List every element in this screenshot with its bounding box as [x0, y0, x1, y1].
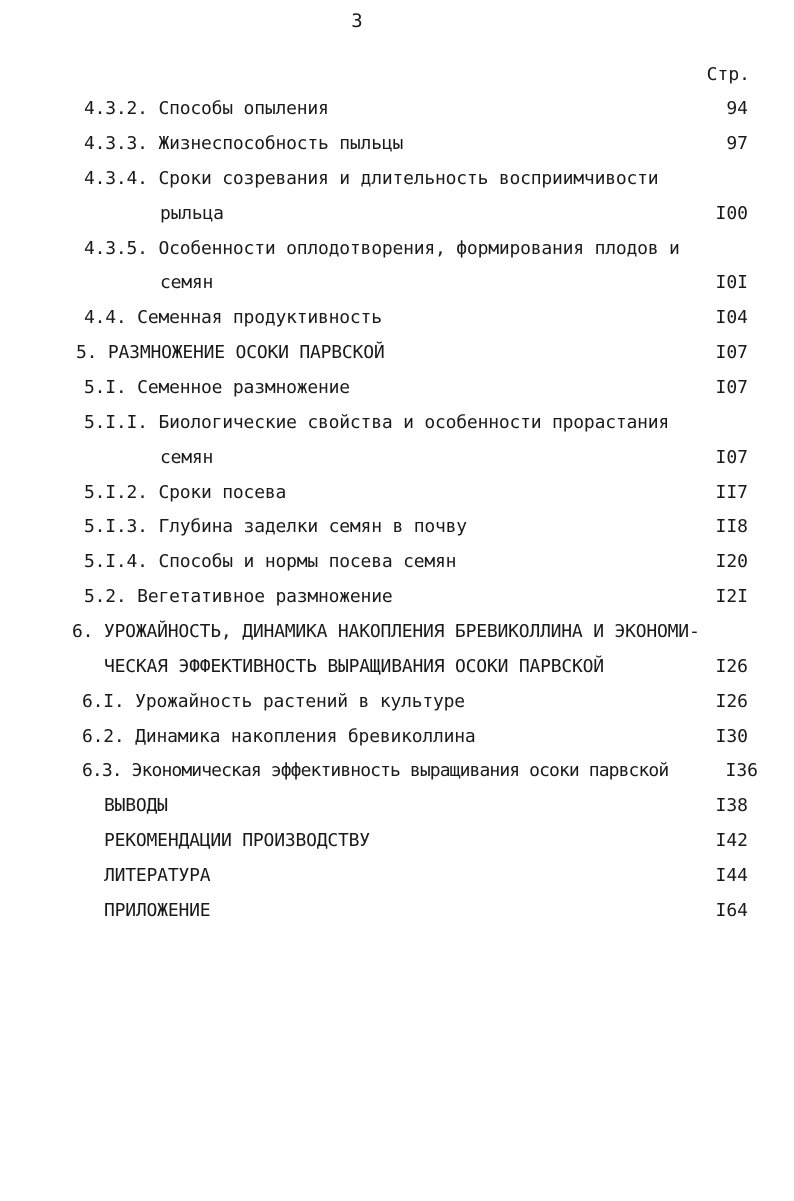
toc-entry-text: 6. УРОЖАЙНОСТЬ, ДИНАМИКА НАКОПЛЕНИЯ БРЕВИКОЛЛИНА И ЭКОНОМИ- [72, 621, 700, 642]
toc-entry [0, 270, 794, 296]
toc-entry [0, 236, 794, 262]
toc-entry [0, 201, 794, 227]
toc-entry-text: 5.I.4. Способы и нормы посева семян [84, 551, 457, 572]
toc-entry-page: I20 [715, 551, 748, 572]
toc-entry-text: рыльца [160, 203, 224, 224]
page-number: 3 [351, 10, 363, 32]
toc-entry-text: 5.I.I. Биологические свойства и особенности прорастания [84, 412, 670, 433]
toc-entry-text: семян [160, 447, 214, 468]
page-column-label: Стр. [706, 64, 750, 85]
toc-entry [0, 549, 794, 575]
toc-entry [0, 410, 794, 436]
toc-entry-page: I26 [715, 656, 748, 677]
toc-entry [0, 96, 794, 122]
toc-entry-text: 5.I. Семенное размножение [84, 377, 350, 398]
toc-entry-page: I64 [715, 900, 748, 921]
toc-entry-page: II7 [715, 482, 748, 503]
toc-entry-text: семян [160, 272, 214, 293]
toc-entry-page: I26 [715, 691, 748, 712]
toc-entry-text: 6.3. Экономическая эффективность выращивания осоки парвской [82, 760, 669, 781]
toc-entry-text: 4.4. Семенная продуктивность [84, 307, 382, 328]
toc-entry-text: РЕКОМЕНДАЦИИ ПРОИЗВОДСТВУ [104, 830, 370, 851]
toc-entry-page: I38 [715, 795, 748, 816]
toc-entry [0, 828, 794, 854]
toc-entry-page: I44 [715, 865, 748, 886]
toc-entry-text: 4.3.3. Жизнеспособность пыльцы [84, 133, 404, 154]
toc-entry [0, 166, 794, 192]
toc-entry-page: 94 [726, 98, 748, 119]
toc-entry-text: ПРИЛОЖЕНИЕ [104, 900, 211, 921]
toc-entry [0, 340, 794, 366]
toc-entry-text: 6.I. Урожайность растений в культуре [82, 691, 465, 712]
toc-entry [0, 514, 794, 540]
toc-entry-page: I2I [715, 586, 748, 607]
toc-entry [0, 305, 794, 331]
toc-entry-text: 6.2. Динамика накопления бревиколлина [82, 726, 476, 747]
toc-entry [0, 724, 794, 750]
toc-entry [0, 131, 794, 157]
toc-entry [0, 619, 794, 645]
toc-entry-text: 5. РАЗМНОЖЕНИЕ ОСОКИ ПАРВСКОЙ [76, 342, 385, 363]
toc-entry-page: II8 [715, 516, 748, 537]
toc-entry-text: ЧЕСКАЯ ЭФФЕКТИВНОСТЬ ВЫРАЩИВАНИЯ ОСОКИ ПАРВСКОЙ [104, 656, 604, 677]
toc-entry-page: I07 [715, 447, 748, 468]
toc-entry-text: ВЫВОДЫ [104, 795, 168, 816]
toc-entry-text: 5.2. Вегетативное размножение [84, 586, 393, 607]
toc-entry [0, 689, 794, 715]
toc-entry-text: 4.3.4. Сроки созревания и длительность восприимчивости [84, 168, 659, 189]
toc-entry [0, 863, 794, 889]
toc-entry-text: 5.I.2. Сроки посева [84, 482, 287, 503]
toc-entry [0, 480, 794, 506]
toc-entry-text: 5.I.3. Глубина заделки семян в почву [84, 516, 467, 537]
toc-entry-page: I36 [725, 760, 758, 781]
toc-entry [0, 898, 794, 924]
toc-entry-page: I0I [715, 272, 748, 293]
toc-entry [0, 654, 794, 680]
toc-entry [0, 445, 794, 471]
toc-entry-page: I30 [715, 726, 748, 747]
toc-entry-text: 4.3.2. Способы опыления [84, 98, 329, 119]
toc-entry [0, 758, 794, 784]
toc-entry [0, 584, 794, 610]
toc-entry-page: I07 [715, 377, 748, 398]
toc-entry-text: 4.3.5. Особенности оплодотворения, формирования плодов и [84, 238, 680, 259]
toc-entry [0, 793, 794, 819]
toc-entry [0, 375, 794, 401]
toc-entry-page: I04 [715, 307, 748, 328]
toc-entry-page: I07 [715, 342, 748, 363]
toc-entry-page: I42 [715, 830, 748, 851]
toc-entry-page: 97 [726, 133, 748, 154]
toc-entry-page: I00 [715, 203, 748, 224]
toc-entry-text: ЛИТЕРАТУРА [104, 865, 211, 886]
